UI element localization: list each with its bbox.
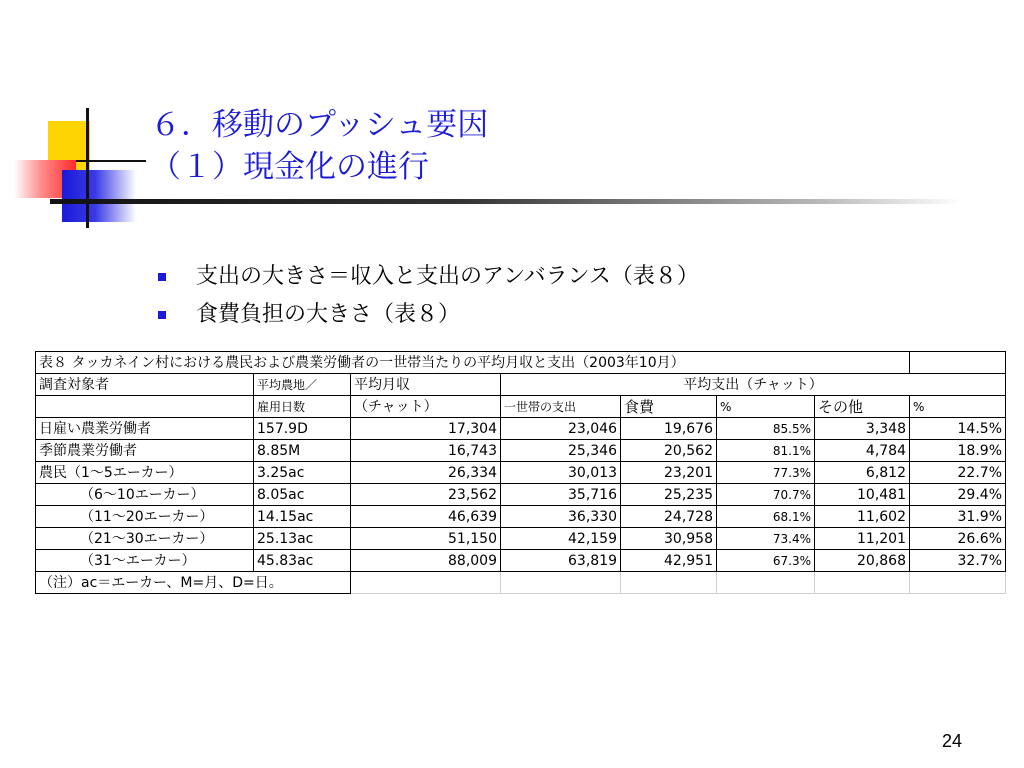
row-expense: 63,819	[501, 550, 621, 572]
income-expense-table	[35, 351, 1006, 594]
table-subheader-row	[36, 396, 1006, 418]
short-horizontal-rule	[76, 160, 146, 162]
row-expense: 35,716	[501, 484, 621, 506]
table-row	[36, 550, 1006, 572]
empty-cell	[36, 396, 254, 418]
row-other: 20,868	[815, 550, 910, 572]
square-bullet-icon	[158, 311, 166, 319]
table-note-row	[36, 572, 1006, 594]
row-other: 11,201	[815, 528, 910, 550]
row-other-pct: 26.6%	[910, 528, 1006, 550]
row-land: 14.15ac	[254, 506, 351, 528]
row-other-pct: 29.4%	[910, 484, 1006, 506]
square-bullet-icon	[158, 273, 166, 281]
empty-cell	[501, 572, 621, 594]
row-food-pct: 70.7%	[717, 484, 815, 506]
header-food-pct: %	[717, 396, 815, 418]
row-income: 51,150	[351, 528, 501, 550]
row-land: 25.13ac	[254, 528, 351, 550]
row-food-pct: 68.1%	[717, 506, 815, 528]
row-other: 3,348	[815, 418, 910, 440]
row-other-pct: 14.5%	[910, 418, 1006, 440]
row-other: 11,602	[815, 506, 910, 528]
row-expense: 30,013	[501, 462, 621, 484]
row-food: 19,676	[621, 418, 717, 440]
row-expense: 23,046	[501, 418, 621, 440]
header-expense-total: 一世帯の支出	[501, 396, 621, 418]
header-food: 食費	[621, 396, 717, 418]
table-row	[36, 440, 1006, 462]
bullet-text: 支出の大きさ＝収入と支出のアンバランス（表８）	[196, 264, 699, 289]
row-other: 10,481	[815, 484, 910, 506]
row-food: 42,951	[621, 550, 717, 572]
row-income: 46,639	[351, 506, 501, 528]
title-line-1: ６．移動のプッシュ要因	[150, 107, 489, 143]
empty-cell	[910, 572, 1006, 594]
table-caption: 表８ タッカネイン村における農民および農業労働者の一世帯当たりの平均月収と支出（2003年10月）	[36, 352, 910, 374]
row-land: 157.9D	[254, 418, 351, 440]
row-land: 3.25ac	[254, 462, 351, 484]
row-food: 25,235	[621, 484, 717, 506]
row-other: 4,784	[815, 440, 910, 462]
header-income-unit: （チャット）	[351, 396, 501, 418]
table-caption-row	[36, 352, 1006, 374]
title-underline-rule	[50, 199, 962, 204]
bullet-list	[158, 258, 699, 334]
row-name: （6～10エーカー）	[36, 484, 254, 506]
vertical-rule	[86, 108, 89, 228]
row-land: 45.83ac	[254, 550, 351, 572]
table-row	[36, 462, 1006, 484]
empty-cell	[910, 352, 1006, 374]
header-land-days: 雇用日数	[254, 396, 351, 418]
slide-title	[150, 104, 488, 188]
row-income: 17,304	[351, 418, 501, 440]
blue-gradient-decoration	[62, 170, 136, 222]
page-number: 24	[941, 731, 962, 751]
empty-cell	[351, 572, 501, 594]
row-food-pct: 81.1%	[717, 440, 815, 462]
table-note: （注）ac＝エーカー、M=月、D=日。	[36, 572, 351, 594]
row-name: （11～20エーカー）	[36, 506, 254, 528]
table-row	[36, 528, 1006, 550]
row-income: 88,009	[351, 550, 501, 572]
header-other: その他	[815, 396, 910, 418]
row-name: （21～30エーカー）	[36, 528, 254, 550]
header-income: 平均月収	[351, 374, 501, 396]
row-expense: 25,346	[501, 440, 621, 462]
row-land: 8.85M	[254, 440, 351, 462]
header-other-pct: %	[910, 396, 1006, 418]
row-other: 6,812	[815, 462, 910, 484]
bullet-item	[158, 296, 699, 334]
row-name: 日雇い農業労働者	[36, 418, 254, 440]
row-name: 季節農業労働者	[36, 440, 254, 462]
row-income: 16,743	[351, 440, 501, 462]
row-food-pct: 67.3%	[717, 550, 815, 572]
empty-cell	[621, 572, 717, 594]
row-name: 農民（1～5エーカー）	[36, 462, 254, 484]
row-other-pct: 22.7%	[910, 462, 1006, 484]
table-row	[36, 506, 1006, 528]
table-row	[36, 418, 1006, 440]
bullet-item	[158, 258, 699, 296]
row-land: 8.05ac	[254, 484, 351, 506]
row-name: （31～エーカー）	[36, 550, 254, 572]
header-subject: 調査対象者	[36, 374, 254, 396]
row-food: 23,201	[621, 462, 717, 484]
row-food: 24,728	[621, 506, 717, 528]
row-other-pct: 31.9%	[910, 506, 1006, 528]
header-expense-group: 平均支出（チャット）	[501, 374, 1006, 396]
table-row	[36, 484, 1006, 506]
empty-cell	[815, 572, 910, 594]
row-expense: 42,159	[501, 528, 621, 550]
row-food: 20,562	[621, 440, 717, 462]
row-income: 26,334	[351, 462, 501, 484]
empty-cell	[717, 572, 815, 594]
bullet-text: 食費負担の大きさ（表８）	[196, 302, 461, 327]
row-food-pct: 77.3%	[717, 462, 815, 484]
row-other-pct: 32.7%	[910, 550, 1006, 572]
row-food: 30,958	[621, 528, 717, 550]
title-line-2: （１）現金化の進行	[150, 149, 429, 185]
row-other-pct: 18.9%	[910, 440, 1006, 462]
row-food-pct: 73.4%	[717, 528, 815, 550]
row-expense: 36,330	[501, 506, 621, 528]
table-header-row	[36, 374, 1006, 396]
header-land: 平均農地／	[254, 374, 351, 396]
row-food-pct: 85.5%	[717, 418, 815, 440]
row-income: 23,562	[351, 484, 501, 506]
